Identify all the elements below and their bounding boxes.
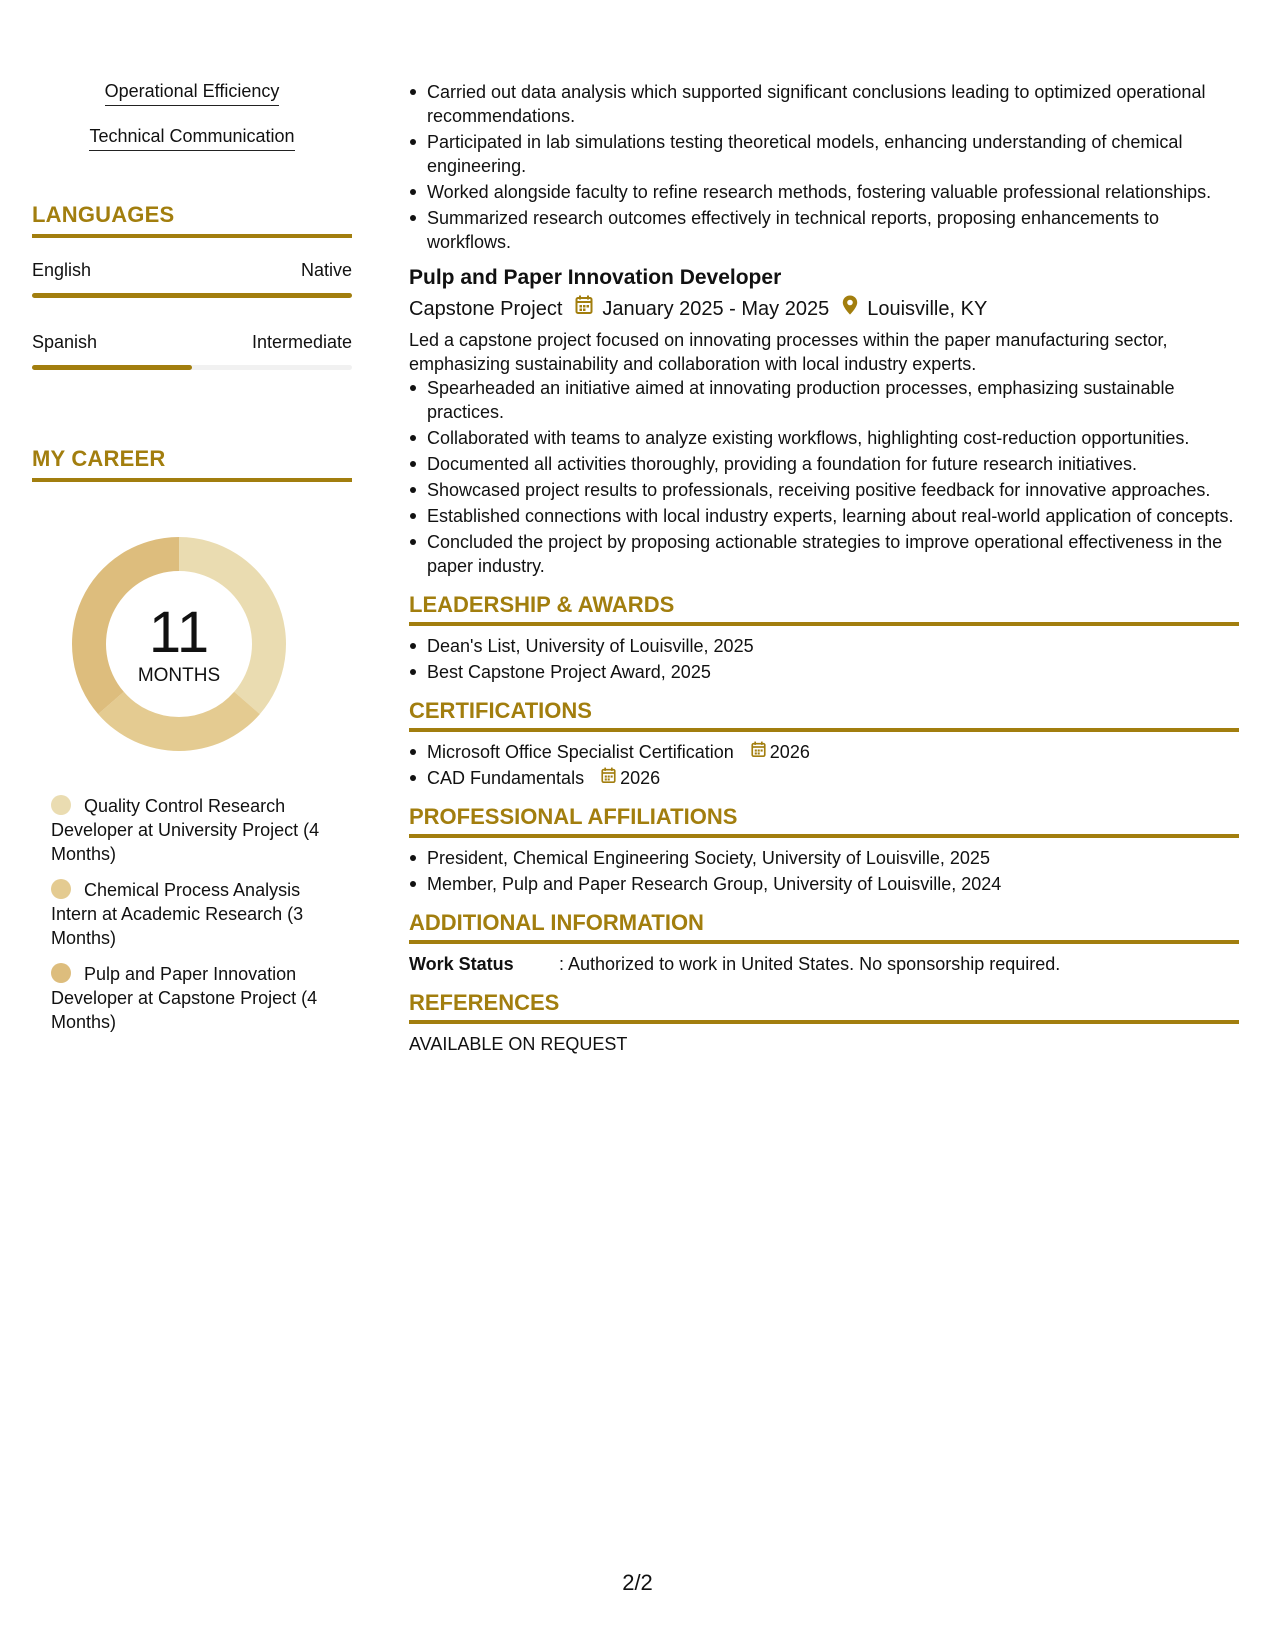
job-title: Pulp and Paper Innovation Developer	[409, 266, 782, 289]
language-level: Intermediate	[251, 332, 352, 352]
section-rule	[409, 834, 1239, 838]
language-level: Native	[300, 260, 352, 280]
awards-list	[409, 634, 1239, 684]
legend-item: Pulp and Paper Innovation Developer at Capstone Project (4 Months)	[51, 964, 318, 1032]
language-proficiency-fill	[32, 293, 352, 298]
bullet-item: Summarized research outcomes effectively in technical reports, proposing enhancements to workflows.	[409, 206, 1239, 254]
section-rule	[409, 940, 1239, 944]
certifications-heading: CERTIFICATIONS	[409, 698, 592, 723]
career-donut-chart	[66, 531, 292, 757]
legend-dot	[51, 879, 71, 899]
career-total-unit: MONTHS	[137, 665, 221, 686]
section-rule	[409, 728, 1239, 732]
legend-item: Quality Control Research Developer at University Project (4 Months)	[51, 796, 320, 864]
bullet-item: Documented all activities thoroughly, providing a foundation for future research initiatives.	[409, 452, 1239, 476]
bullet-item: Participated in lab simulations testing theoretical models, enhancing understanding of chemical engineering.	[409, 130, 1239, 178]
skill-item: Technical Communication	[32, 125, 352, 151]
certification-year: 2026	[769, 742, 810, 762]
certification-year: 2026	[620, 768, 661, 788]
calendar-icon	[575, 295, 593, 323]
career-section	[32, 446, 352, 482]
affiliation-item: Member, Pulp and Paper Research Group, University of Louisville, 2024	[409, 872, 1239, 896]
award-item: Best Capstone Project Award, 2025	[409, 660, 1239, 684]
bullet-item: Worked alongside faculty to refine research methods, fostering valuable professional relationships.	[409, 180, 1239, 204]
previous-job-bullets	[409, 80, 1239, 254]
bullet-item: Established connections with local industry experts, learning about real-world application of concepts.	[409, 504, 1239, 528]
bullet-item: Spearheaded an initiative aimed at innovating production processes, emphasizing sustainable practices.	[409, 376, 1239, 424]
career-total-months: 11	[148, 600, 210, 665]
section-rule	[409, 622, 1239, 626]
certification-name: Microsoft Office Specialist Certification	[427, 742, 734, 762]
language-proficiency-fill	[32, 365, 192, 370]
skill-item: Operational Efficiency	[32, 80, 352, 106]
references-heading: REFERENCES	[409, 990, 560, 1015]
language-name: Spanish	[32, 332, 98, 352]
affiliations-heading: PROFESSIONAL AFFILIATIONS	[409, 804, 738, 829]
job-description: Led a capstone project focused on innovating processes within the paper manufacturing sector, emphasizing sustainability and collaboration with local industry experts.	[409, 330, 1168, 374]
work-status-row	[409, 952, 1239, 976]
certification-item	[409, 766, 1239, 790]
legend-dot	[51, 795, 71, 815]
page-number: 2/2	[622, 1570, 653, 1595]
calendar-icon	[601, 766, 620, 790]
location-pin-icon	[842, 295, 858, 323]
bullet-item: Showcased project results to professionals, receiving positive feedback for innovative approaches.	[409, 478, 1239, 502]
references-text: AVAILABLE ON REQUEST	[409, 1034, 628, 1054]
awards-heading: LEADERSHIP & AWARDS	[409, 592, 675, 617]
calendar-icon	[751, 740, 770, 764]
languages-heading: LANGUAGES	[32, 202, 175, 227]
bullet-item: Collaborated with teams to analyze existing workflows, highlighting cost-reduction opportunities.	[409, 426, 1239, 450]
job-company: Capstone Project	[409, 298, 563, 320]
section-rule	[409, 1020, 1239, 1024]
award-item: Dean's List, University of Louisville, 2025	[409, 634, 1239, 658]
job-location: Louisville, KY	[867, 298, 988, 320]
language-item	[32, 259, 352, 298]
legend-dot	[51, 963, 71, 983]
job-bullets	[409, 376, 1239, 578]
left-column	[32, 80, 352, 1032]
section-rule	[32, 234, 352, 238]
language-name: English	[32, 260, 92, 280]
career-heading: MY CAREER	[32, 446, 166, 471]
affiliations-list	[409, 846, 1239, 896]
bullet-item: Concluded the project by proposing actionable strategies to improve operational effectiveness in the paper industry.	[409, 530, 1239, 578]
additional-info-heading: ADDITIONAL INFORMATION	[409, 910, 704, 935]
languages-section	[32, 202, 352, 370]
certifications-list	[409, 740, 1239, 790]
job-meta	[409, 295, 1239, 323]
certification-item	[409, 740, 1239, 764]
language-item	[32, 331, 352, 370]
affiliation-item: President, Chemical Engineering Society, University of Louisville, 2025	[409, 846, 1239, 870]
job-dates: January 2025 - May 2025	[602, 298, 830, 320]
work-status-label: Work Status	[409, 954, 514, 974]
language-proficiency-bar	[32, 293, 352, 298]
right-column	[409, 80, 1239, 1056]
section-rule	[32, 478, 352, 482]
certification-name: CAD Fundamentals	[427, 768, 585, 788]
language-proficiency-bar	[32, 365, 352, 370]
bullet-item: Carried out data analysis which supported significant conclusions leading to optimized operational recommendations.	[409, 80, 1239, 128]
career-legend	[51, 794, 341, 1046]
work-status-value: : Authorized to work in United States. No sponsorship required.	[559, 954, 1061, 974]
legend-item: Chemical Process Analysis Intern at Academic Research (3 Months)	[51, 880, 304, 948]
